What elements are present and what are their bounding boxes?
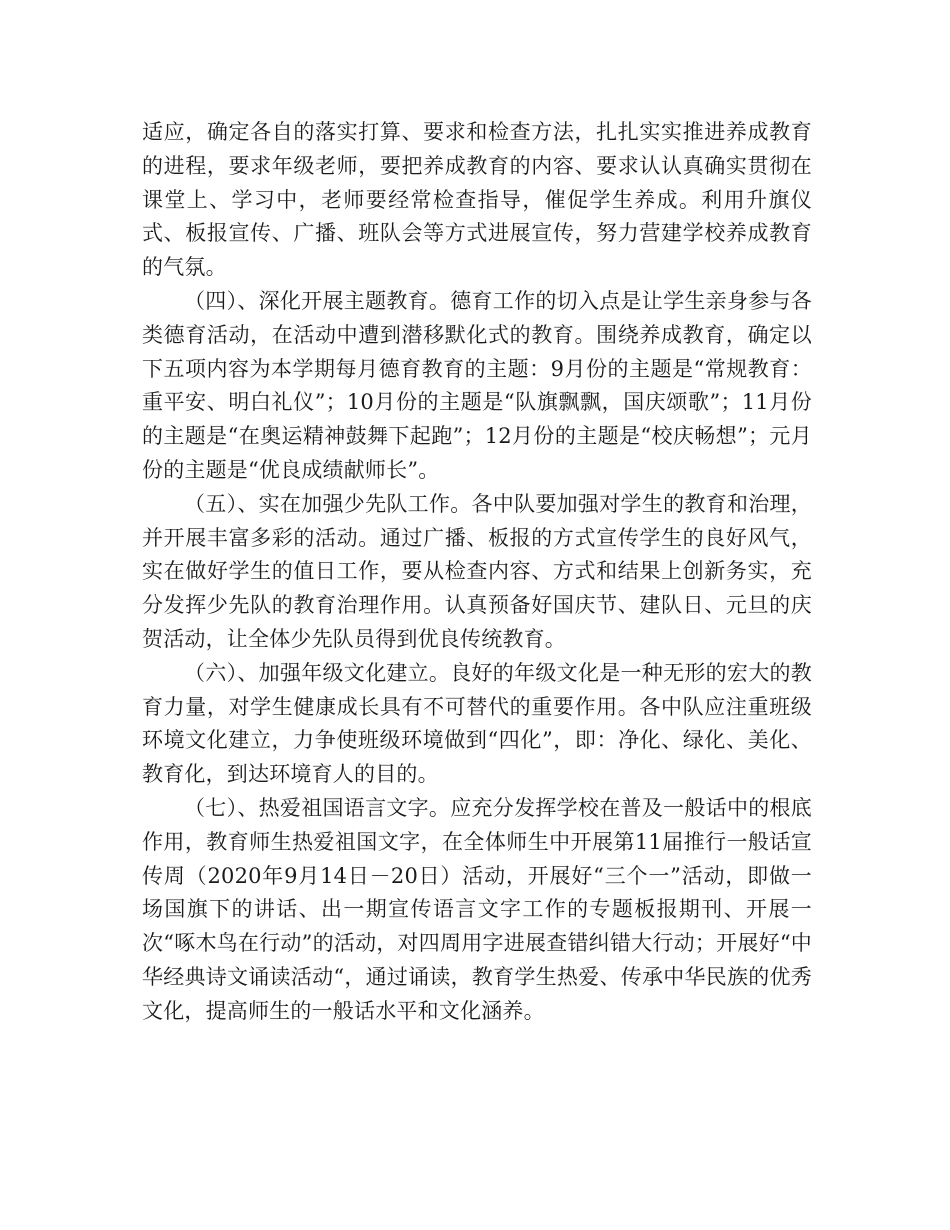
paragraph-section-4: （四）、深化开展主题教育。德育工作的切入点是让学生亲身参与各类德育活动，在活动中遭到潜移默化式的教育。围绕养成教育，确定以下五项内容为本学期每月德育教育的主题：9月份的主题是“常规教育：重平安、明白礼仪”；10月份的主题是“队旗飘飘，国庆颂歌”；11月份的主题是“在奥运精神鼓舞下起跑”；12月份的主题是“校庆畅想”；元月份的主题是“优良成绩献师长”。 xyxy=(142,288,812,482)
paragraph-section-7: （七）、热爱祖国语言文字。应充分发挥学校在普及一般话中的根底作用，教育师生热爱祖国文字，在全体师生中开展第11届推行一般话宣传周（2020年9月14日－20日）活动，开展好“三个一”活动，即做一场国旗下的讲话、出一期宣传语言文字工作的专题板报期刊、开展一次“啄木鸟在行动”的活动，对四周用字进展查错纠错大行动；开展好“中华经典诗文诵读活动“，通过诵读，教育学生热爱、传承中华民族的优秀文化，提高师生的一般话水平和文化涵养。 xyxy=(142,795,812,1023)
paragraph-continuation: 适应，确定各自的落实打算、要求和检查方法，扎扎实实推进养成教育的进程，要求年级老师，要把养成教育的内容、要求认认真确实贯彻在课堂上、学习中，老师要经常检查指导，催促学生养成。利用升旗仪式、板报宣传、广播、班队会等方式进展宣传，努力营建学校养成教育的气氛。 xyxy=(142,120,812,280)
paragraph-section-6: （六）、加强年级文化建立。良好的年级文化是一种无形的宏大的教育力量，对学生健康成长具有不可替代的重要作用。各中队应注重班级环境文化建立，力争使班级环境做到“四化”，即：净化、绿化、美化、教育化，到达环境育人的目的。 xyxy=(142,660,812,787)
paragraph-section-5: （五）、实在加强少先队工作。各中队要加强对学生的教育和治理，并开展丰富多彩的活动。通过广播、板报的方式宣传学生的良好风气，实在做好学生的值日工作，要从检查内容、方式和结果上创新务实，充分发挥少先队的教育治理作用。认真预备好国庆节、建队日、元旦的庆贺活动，让全体少先队员得到优良传统教育。 xyxy=(142,491,812,651)
document-body xyxy=(142,116,812,1029)
